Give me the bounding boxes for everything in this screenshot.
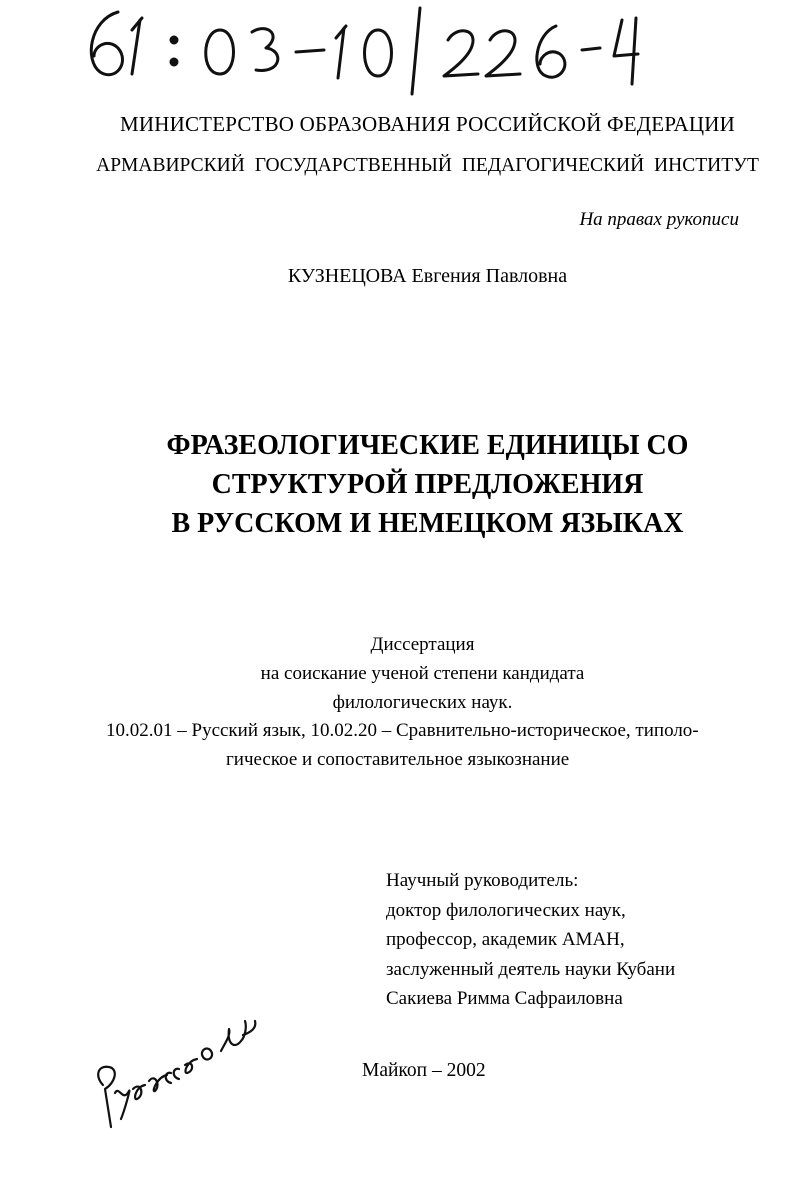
- dissertation-description: [0, 630, 795, 717]
- signature-drawing: [75, 1015, 275, 1130]
- manuscript-note: На правах рукописи: [579, 209, 739, 230]
- archive-number-drawing: [70, 0, 670, 100]
- city-year: Майкоп – 2002: [362, 1060, 486, 1081]
- supervisor-name: Сакиева Римма Сафраиловна: [386, 988, 623, 1009]
- description-line: филологических наук.: [332, 692, 513, 713]
- title-line: ФРАЗЕОЛОГИЧЕСКИЕ ЕДИНИЦЫ СО: [166, 430, 689, 461]
- institute-heading: АРМАВИРСКИЙ ГОСУДАРСТВЕННЫЙ ПЕДАГОГИЧЕСКИЙ ИНСТИТУТ: [96, 155, 759, 176]
- specialty-line: 10.02.01 – Русский язык, 10.02.20 – Сравнительно-историческое, типоло-: [106, 720, 699, 741]
- specialty-codes: [106, 716, 756, 774]
- supervisor-label: Научный руководитель:: [386, 870, 579, 891]
- title-line: В РУССКОМ И НЕМЕЦКОМ ЯЗЫКАХ: [171, 508, 684, 539]
- description-line: на соискание ученой степени кандидата: [260, 663, 585, 684]
- dissertation-title: [0, 426, 795, 543]
- supervisor-block: [386, 866, 675, 1014]
- supervisor-title: профессор, академик АМАН,: [386, 929, 625, 950]
- specialty-line: гическое и сопоставительное языкознание: [226, 749, 570, 770]
- handwritten-signature: [75, 1015, 275, 1130]
- ministry-heading: МИНИСТЕРСТВО ОБРАЗОВАНИЯ РОССИЙСКОЙ ФЕДЕРАЦИИ: [119, 112, 735, 136]
- description-line: Диссертация: [370, 634, 475, 655]
- handwritten-archive-number: [70, 0, 670, 100]
- supervisor-honor: заслуженный деятель науки Кубани: [386, 958, 676, 980]
- author-name: КУЗНЕЦОВА Евгения Павловна: [287, 265, 568, 287]
- supervisor-degree: доктор филологических наук,: [386, 899, 626, 921]
- title-line: СТРУКТУРОЙ ПРЕДЛОЖЕНИЯ: [211, 469, 644, 500]
